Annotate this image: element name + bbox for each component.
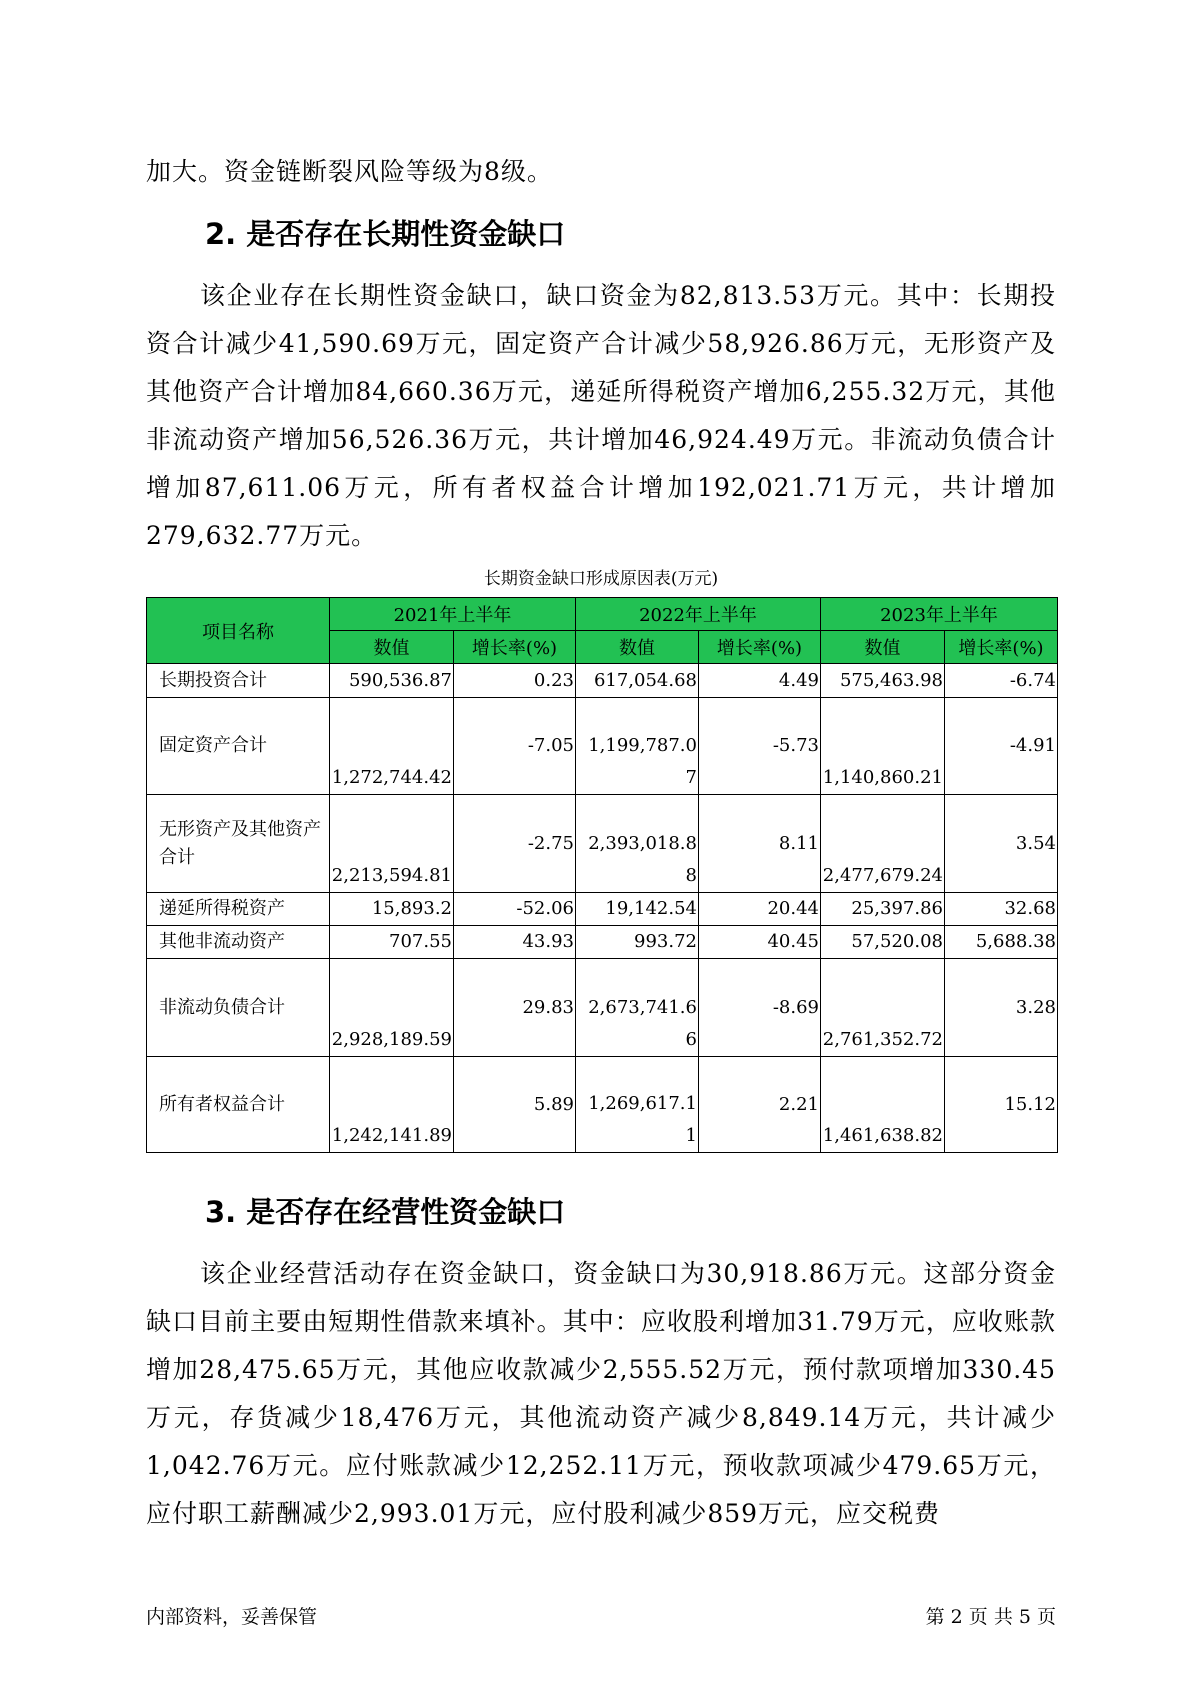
header-value-2022: 数值 <box>576 631 699 664</box>
table-row <box>147 926 1058 959</box>
value-2021: 1,272,744.42 <box>330 698 454 795</box>
value-2021: 1,242,141.89 <box>330 1057 454 1153</box>
rate-2021: 5.89 <box>454 1057 576 1153</box>
rate-2021: -2.75 <box>454 795 576 893</box>
rate-2021: 29.83 <box>454 959 576 1057</box>
rate-2023: 3.28 <box>945 959 1058 1057</box>
rate-2023: 3.54 <box>945 795 1058 893</box>
value-2023: 57,520.08 <box>821 926 945 959</box>
rate-2022: 20.44 <box>699 893 821 926</box>
value-2022: 1,269,617.11 <box>576 1057 699 1153</box>
value-2023: 1,461,638.82 <box>821 1057 945 1153</box>
row-name: 所有者权益合计 <box>147 1057 330 1153</box>
rate-2022: 8.11 <box>699 795 821 893</box>
value-2023: 575,463.98 <box>821 664 945 698</box>
table-row <box>147 893 1058 926</box>
table-row <box>147 1057 1058 1153</box>
rate-2022: -8.69 <box>699 959 821 1057</box>
rate-2023: 5,688.38 <box>945 926 1058 959</box>
row-name: 其他非流动资产 <box>147 926 330 959</box>
rate-2021: -7.05 <box>454 698 576 795</box>
rate-2023: 32.68 <box>945 893 1058 926</box>
header-period-2022: 2022年上半年 <box>576 598 821 631</box>
section-3-paragraph: 该企业经营活动存在资金缺口，资金缺口为30,918.86万元。这部分资金缺口目前主要由短期性借款来填补。其中：应收股利增加31.79万元，应收账款增加28,475.65万元，其他应收款减少2,555.52万元，预付款项增加330.45万元，存货减少18,476万元，其他流动资产减少8,849.14万元，共计减少1,042.76万元。应付账款减少12,252.11万元，预收款项减少479.65万元，应付职工薪酬减少2,993.01万元，应付股利减少859万元，应交税费 <box>146 1259 1056 1528</box>
rate-2021: 43.93 <box>454 926 576 959</box>
header-rate-2023: 增长率(%) <box>945 631 1058 664</box>
section-3-heading: 3. 是否存在经营性资金缺口 <box>205 1195 566 1229</box>
value-2022: 19,142.54 <box>576 893 699 926</box>
rate-2023: -4.91 <box>945 698 1058 795</box>
value-2022: 2,673,741.66 <box>576 959 699 1057</box>
value-2023: 2,761,352.72 <box>821 959 945 1057</box>
long-term-gap-table <box>146 597 1058 1153</box>
table-row <box>147 795 1058 893</box>
header-rate-2021: 增长率(%) <box>454 631 576 664</box>
header-value-2021: 数值 <box>330 631 454 664</box>
header-item-name: 项目名称 <box>147 598 330 664</box>
value-2022: 1,199,787.07 <box>576 698 699 795</box>
header-rate-2022: 增长率(%) <box>699 631 821 664</box>
value-2021: 707.55 <box>330 926 454 959</box>
header-value-2023: 数值 <box>821 631 945 664</box>
value-2023: 2,477,679.24 <box>821 795 945 893</box>
table-row <box>147 959 1058 1057</box>
rate-2023: -6.74 <box>945 664 1058 698</box>
value-2022: 617,054.68 <box>576 664 699 698</box>
value-2021: 2,213,594.81 <box>330 795 454 893</box>
value-2023: 25,397.86 <box>821 893 945 926</box>
row-name: 长期投资合计 <box>147 664 330 698</box>
value-2021: 2,928,189.59 <box>330 959 454 1057</box>
value-2023: 1,140,860.21 <box>821 698 945 795</box>
section-2-heading: 2. 是否存在长期性资金缺口 <box>205 217 566 251</box>
table-caption: 长期资金缺口形成原因表(万元) <box>483 569 719 589</box>
value-2021: 15,893.2 <box>330 893 454 926</box>
footer-confidential-note: 内部资料，妥善保管 <box>146 1606 318 1628</box>
header-period-2021: 2021年上半年 <box>330 598 576 631</box>
page-number: 第 2 页 共 5 页 <box>925 1606 1056 1628</box>
rate-2021: -52.06 <box>454 893 576 926</box>
value-2021: 590,536.87 <box>330 664 454 698</box>
table-row <box>147 664 1058 698</box>
rate-2022: -5.73 <box>699 698 821 795</box>
value-2022: 2,393,018.88 <box>576 795 699 893</box>
rate-2022: 40.45 <box>699 926 821 959</box>
rate-2023: 15.12 <box>945 1057 1058 1153</box>
rate-2021: 0.23 <box>454 664 576 698</box>
section-2-paragraph: 该企业存在长期性资金缺口，缺口资金为82,813.53万元。其中：长期投资合计减少41,590.69万元，固定资产合计减少58,926.86万元，无形资产及其他资产合计增加84,660.36万元，递延所得税资产增加6,255.32万元，其他非流动资产增加56,526.36万元，共计增加46,924.49万元。非流动负债合计增加87,611.06万元，所有者权益合计增加192,021.71万元，共计增加279,632.77万元。 <box>146 281 1056 550</box>
rate-2022: 2.21 <box>699 1057 821 1153</box>
table-row <box>147 698 1058 795</box>
rate-2022: 4.49 <box>699 664 821 698</box>
row-name: 递延所得税资产 <box>147 893 330 926</box>
row-name: 无形资产及其他资产合计 <box>147 795 330 893</box>
row-name: 非流动负债合计 <box>147 959 330 1057</box>
header-period-2023: 2023年上半年 <box>821 598 1058 631</box>
intro-line: 加大。资金链断裂风险等级为8级。 <box>146 157 553 186</box>
row-name: 固定资产合计 <box>147 698 330 795</box>
value-2022: 993.72 <box>576 926 699 959</box>
